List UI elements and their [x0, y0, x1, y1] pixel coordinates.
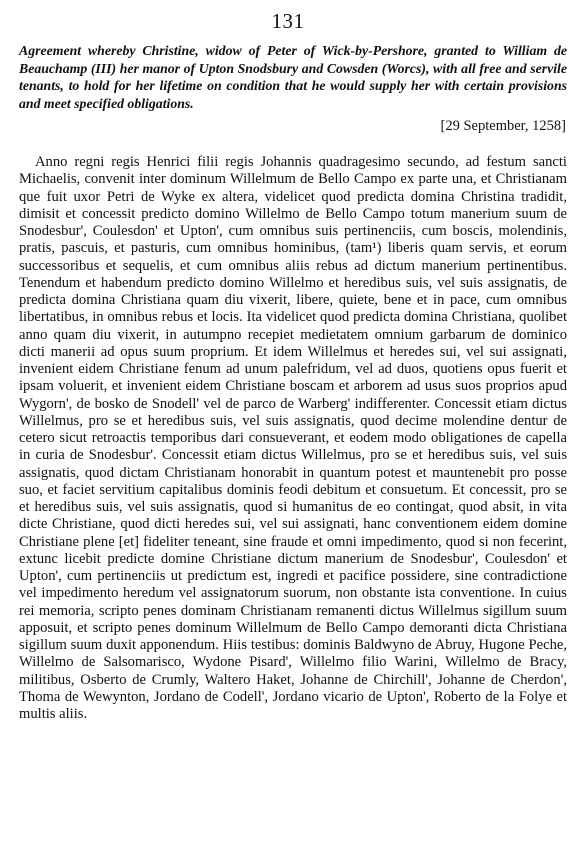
summary-heading: Agreement whereby Christine, widow of Peter of Wick-by-Pershore, granted to William de Beauchamp (III) her manor of Upton Snodsbury and Cowsden (Worcs), with all free and servile tenants, to hold for her lifetime on condition that he would supply her with certain provisions and meet specified obligations. — [19, 43, 567, 111]
page-number: 131 — [271, 9, 305, 33]
charter-body-text: Anno regni regis Henrici filii regis Johannis quadragesimo secundo, ad festum sancti Michaelis, convenit inter dominum Willelmum de Bello Campo ex parte una, et Christianam que fuit uxor Petri de Wyke ex altera, videlicet quod predicta domina Christina tradidit, dimisit et concessit predicto domino Willelmo de Bello Campo totum manerium suum de Snodesbur', Coulesdon' et Upton', cum omnibus suis pertinenciis, cum boscis, molendinis, pratis, pascuis, et pasturis, cum omnibus hominibus, (tam¹) liberis quam servis, et eorum successoribus et sequelis, et cum omnibus aliis rebus ad dictum manerium pertinentibus. Tenendum et habendum predicto domino Willelmo et heredibus suis, vel suis assignatis, de predicta domina Christiana quam diu vixerit, libere, quiete, bene et in pace, cum omnibus libertatibus, in omnibus rebus et locis. Ita videlicet quod predicta domina Christiana, quolibet anno quam diu vixerit, in autumpno recepiet medietatem omnium garbarum de dominico dicti manerii ad opus suum proprium. Et idem Willelmus et heredes sui, vel sui assignati, invenient eidem Christiane fenum ad unum palefridum, vel ad duos, quotiens opus fuerit et ipsam voluerit, et invenient eidem Christiane boscam et arborem ad usus suos proprios apud Wygorn', de bosko de Snodell' vel de parco de Warberg' indifferenter. Concessit etiam dictus Willelmus, pro se et heredibus suis, vel suis assignatis, quod decime molendine dentur de cetero sicut retroactis temporibus dari consueverant, et eodem modo obligationes de capella in curia de Snodesbur'. Concessit etiam dictus Willelmus, pro se et heredibus suis, vel suis assignatis, quod dictam Christianam honorabit in quantum potest et mauntenebit pro posse suo, et faciet servitium capitalibus dominis feodi debitum et consuetum. Et concessit, pro se et heredibus suis, vel suis assignatis, quod si humanitus de eo contingat, quod absit, in vita dicte Christiane, quod dicti heredes sui, vel sui assignati, hanc conventionem eidem domine Christiane plene [et] fideliter teneant, sine fraude et omni impedimento, quod si non fecerint, extunc licebit predicte domine Christiane dictum manerium de Snodesbur', Coulesdon' et Upton', cum pertinenciis ut predictum est, ingredi et pacifice possidere, sine contradictione vel impedimento heredum vel assignatorum suorum, non obstante ista conventione. In cuius rei memoria, scripto penes dominam Christianam remanenti dictus Willelmus sigillum suum apposuit, et scripto penes dominum Willelmum de Bello Campo demoranti dicta Christiana sigillum suum duxit apponendum. Hiis testibus: dominis Baldwyno de Abruy, Hugone Peche, Willelmo de Salsomarisco, Wydone Pisard', Willelmo filio Warini, Willelmo de Bracy, militibus, Osberto de Crumly, Waltero Haket, Johanne de Chirchill', Johanne de Cherdon', Thoma de Wewynton, Jordano de Codell', Jordano vicario de Upton', Roberto de la Folye et multis aliis. — [19, 154, 567, 722]
document-date: [29 September, 1258] — [440, 118, 566, 134]
